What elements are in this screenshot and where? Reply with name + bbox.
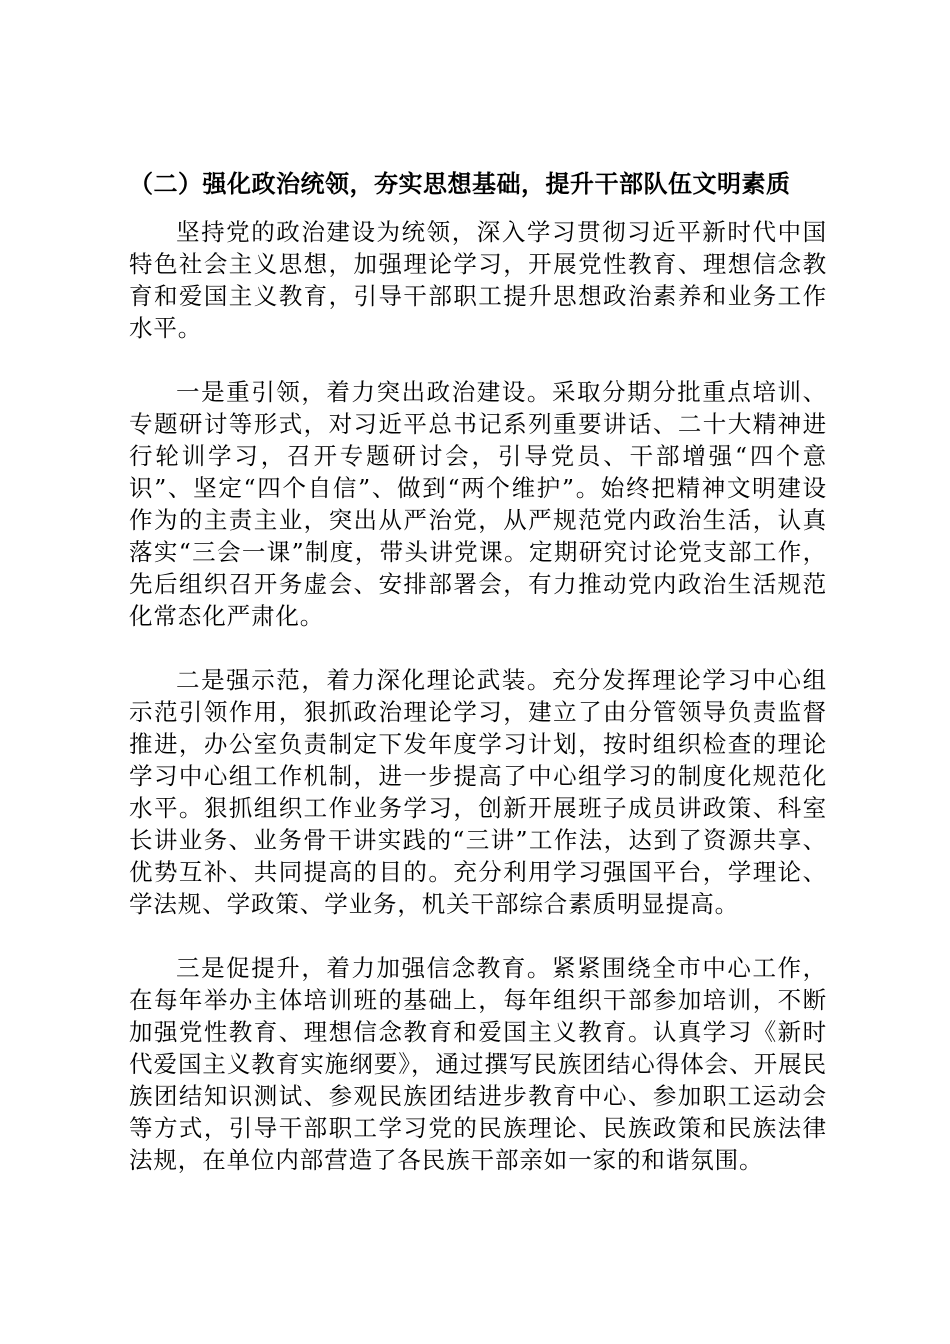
document-page <box>129 168 827 1176</box>
paragraph-point-one: 一是重引领，着力突出政治建设。采取分期分批重点培训、专题研讨等形式，对习近平总书记系列重要讲话、二十大精神进行轮训学习，召开专题研讨会，引导党员、干部增强“四个意识”、坚定“四个自信”、做到“两个维护”。始终把精神文明建设作为的主责主业，突出从严治党，从严规范党内政治生活，认真落实“三会一课”制度，带头讲党课。定期研究讨论党支部工作，先后组织召开务虚会、安排部署会，有力推动党内政治生活规范化常态化严肃化。 <box>129 378 827 630</box>
paragraph-point-three: 三是促提升，着力加强信念教育。紧紧围绕全市中心工作，在每年举办主体培训班的基础上，每年组织干部参加培训，不断加强党性教育、理想信念教育和爱国主义教育。认真学习《新时代爱国主义教育实施纲要》，通过撰写民族团结心得体会、开展民族团结知识测试、参观民族团结进步教育中心、参加职工运动会等方式，引导干部职工学习党的民族理论、民族政策和民族法律法规，在单位内部营造了各民族干部亲如一家的和谐氛围。 <box>129 954 827 1174</box>
paragraph-point-two: 二是强示范，着力深化理论武装。充分发挥理论学习中心组示范引领作用，狠抓政治理论学习，建立了由分管领导负责监督推进，办公室负责制定下发年度学习计划，按时组织检查的理论学习中心组工作机制，进一步提高了中心组学习的制度化规范化水平。狠抓组织工作业务学习，创新开展班子成员讲政策、科室长讲业务、业务骨干讲实践的“三讲”工作法，达到了资源共享、优势互补、共同提高的目的。充分利用学习强国平台，学理论、学法规、学政策、学业务，机关干部综合素质明显提高。 <box>129 666 827 918</box>
section-heading: （二）强化政治统领，夯实思想基础，提升干部队伍文明素质 <box>129 170 791 198</box>
paragraph-intro: 坚持党的政治建设为统领，深入学习贯彻习近平新时代中国特色社会主义思想，加强理论学习，开展党性教育、理想信念教育和爱国主义教育，引导干部职工提升思想政治素养和业务工作水平。 <box>129 218 827 342</box>
